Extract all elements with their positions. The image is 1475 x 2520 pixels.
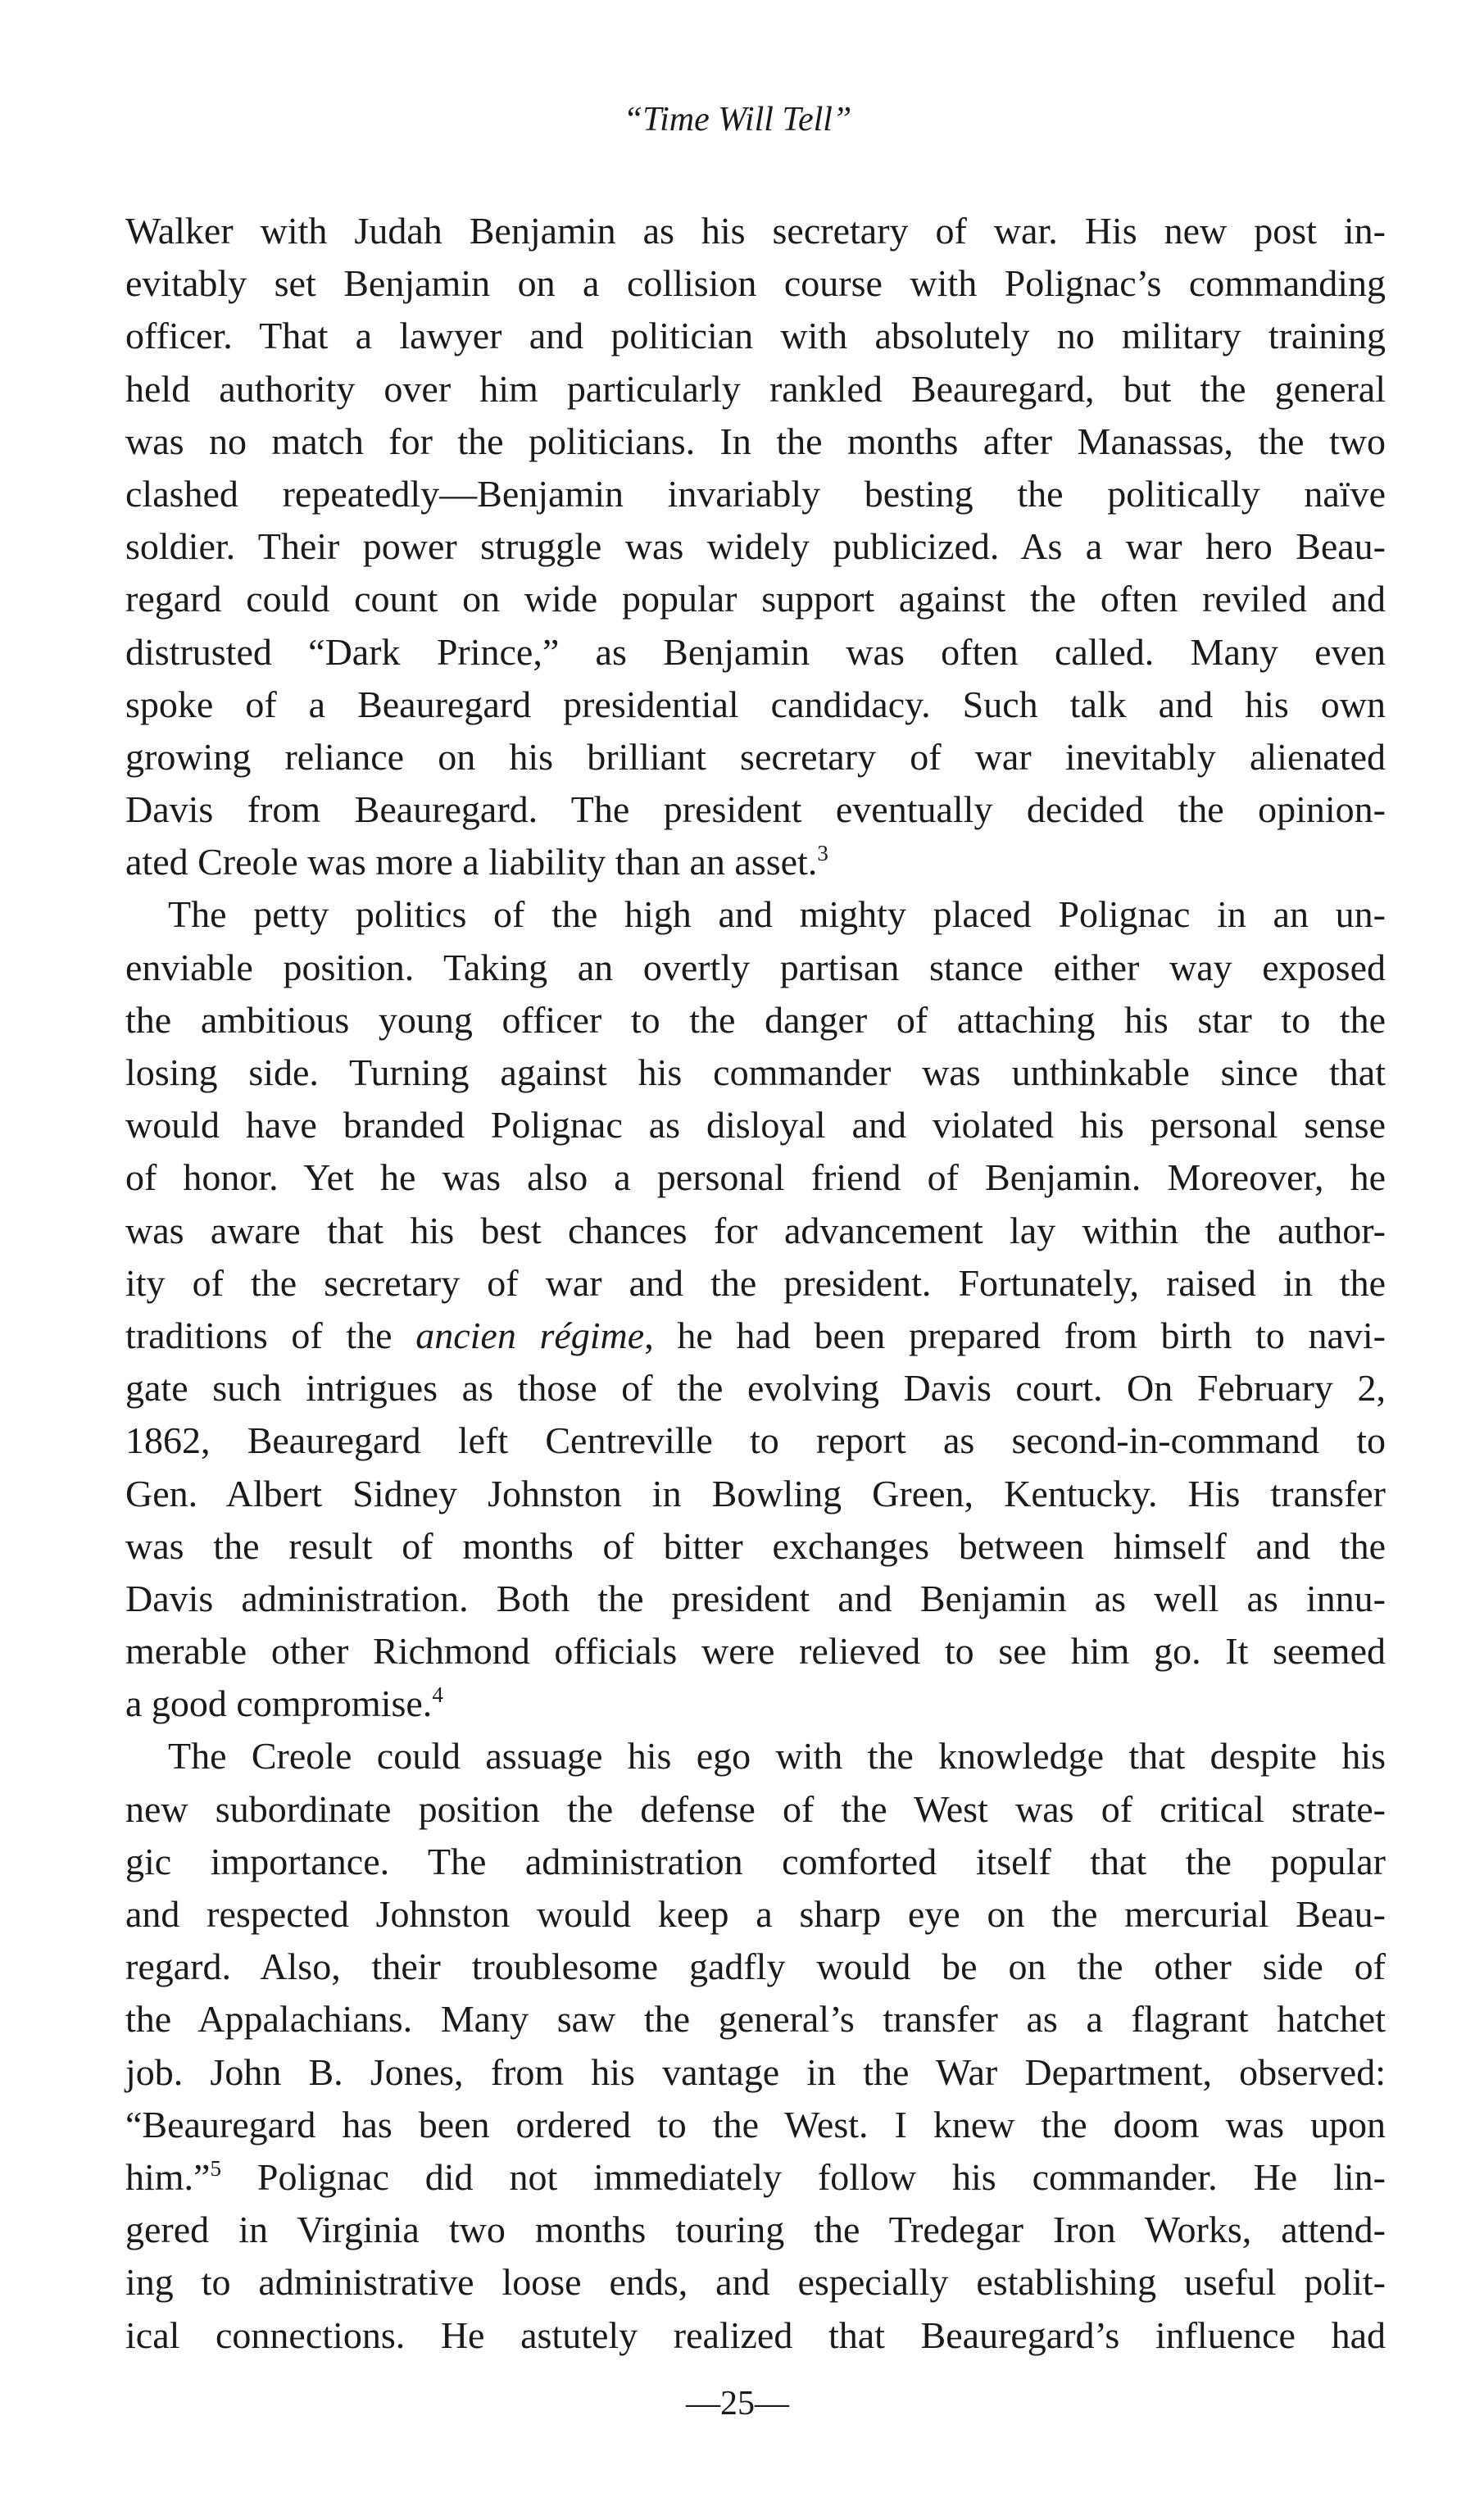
text-line	[125, 1678, 1386, 1730]
text-line	[125, 2099, 1386, 2151]
line-text: Walker with Judah Benjamin as his secretary of war. His new post in-	[125, 210, 1386, 252]
text-line	[125, 1310, 1386, 1362]
text-line	[125, 1468, 1386, 1520]
text-line	[125, 679, 1386, 731]
text-line	[125, 205, 1386, 257]
text-line	[125, 468, 1386, 520]
text-line	[125, 1941, 1386, 1993]
body-text	[125, 205, 1386, 2362]
text-line	[125, 573, 1386, 625]
page-number: —25—	[686, 2385, 789, 2422]
line-text: 1862, Beauregard left Centreville to report as second-in-command to	[125, 1419, 1386, 1462]
line-text: “Beauregard has been ordered to the West. I knew the doom was upon	[125, 2103, 1386, 2145]
line-text: was aware that his best chances for advancement lay within the author-	[125, 1209, 1386, 1251]
line-text: losing side. Turning against his commander was unthinkable since that	[125, 1051, 1386, 1093]
text-line	[125, 626, 1386, 679]
line-text: was the result of months of bitter exchanges between himself and the	[125, 1524, 1386, 1567]
line-text: soldier. Their power struggle was widely publicized. As a war hero Beau-	[125, 525, 1386, 568]
line-text: clashed repeatedly—Benjamin invariably besting the politically naïve	[125, 472, 1386, 515]
line-text: The petty politics of the high and mighty placed Polignac in an un-	[168, 893, 1386, 936]
text-line	[125, 2204, 1386, 2256]
text-line	[125, 310, 1386, 362]
line-text: Gen. Albert Sidney Johnston in Bowling Green, Kentucky. His transfer	[125, 1472, 1386, 1514]
line-text: of honor. Yet he was also a personal friend of Benjamin. Moreover, he	[125, 1156, 1386, 1199]
text-line	[125, 1730, 1386, 1782]
text-line	[125, 888, 1386, 941]
text-line	[125, 783, 1386, 836]
line-text: him.”	[125, 2155, 211, 2198]
line-text: merable other Richmond officials were relieved to see him go. It seemed	[125, 1630, 1386, 1673]
text-line	[125, 1151, 1386, 1204]
line-text: gic importance. The administration comforted itself that the popular	[125, 1840, 1386, 1882]
line-text: enviable position. Taking an overtly partisan stance either way exposed	[125, 946, 1386, 988]
running-head: “Time Will Tell”	[623, 101, 852, 138]
text-line	[125, 363, 1386, 415]
text-line	[125, 2309, 1386, 2362]
line-text-continued: Polignac did not immediately follow his commander. He lin-	[220, 2155, 1386, 2198]
line-text: gate such intrigues as those of the evolving Davis court. On February 2,	[125, 1367, 1386, 1410]
text-line	[125, 520, 1386, 573]
text-line	[125, 2151, 1386, 2204]
line-text: the ambitious young officer to the danger of attaching his star to the	[125, 998, 1386, 1041]
text-line	[125, 731, 1386, 783]
line-text: the Appalachians. Many saw the general’s transfer as a flagrant hatchet	[125, 1998, 1386, 2041]
line-text: gered in Virginia two months touring the Tredegar Iron Works, attend-	[125, 2209, 1386, 2251]
line-text: ing to administrative loose ends, and especially establishing useful polit-	[125, 2261, 1386, 2304]
line-text: Davis from Beauregard. The president eventually decided the opinion-	[125, 788, 1386, 831]
line-text: held authority over him particularly rankled Beauregard, but the general	[125, 367, 1386, 410]
text-line	[125, 1047, 1386, 1099]
text-line	[125, 1205, 1386, 1257]
line-text: job. John B. Jones, from his vantage in the War Department, observed:	[125, 2050, 1386, 2093]
line-text: ical connections. He astutely realized that Beauregard’s influence had	[125, 2313, 1386, 2356]
footnote-marker: 4	[432, 1682, 443, 1708]
line-text: and respected Johnston would keep a sharp eye on the mercurial Beau-	[125, 1893, 1386, 1935]
line-text: spoke of a Beauregard presidential candidacy. Such talk and his own	[125, 683, 1386, 725]
line-text: The Creole could assuage his ego with the knowledge that despite his	[168, 1735, 1386, 1778]
text-line	[125, 942, 1386, 994]
text-line	[125, 1573, 1386, 1625]
line-text: distrusted “Dark Prince,” as Benjamin was often called. Many even	[125, 630, 1386, 673]
text-line	[125, 1625, 1386, 1678]
text-line	[125, 1783, 1386, 1836]
line-text: a good compromise.	[125, 1682, 433, 1725]
line-text: growing reliance on his brilliant secretary of war inevitably alienated	[125, 735, 1386, 778]
text-line	[125, 1888, 1386, 1941]
text-line	[125, 836, 1386, 888]
text-line	[125, 2256, 1386, 2309]
line-text: traditions of the	[125, 1314, 416, 1356]
italic-phrase: ancien régime	[415, 1314, 645, 1356]
line-text: regard. Also, their troublesome gadfly would be on the other side of	[125, 1946, 1386, 1988]
text-line	[125, 1362, 1386, 1414]
text-line	[125, 1836, 1386, 1888]
line-text: regard could count on wide popular support against the often reviled and	[125, 578, 1386, 620]
line-text: would have branded Polignac as disloyal and violated his personal sense	[125, 1104, 1386, 1146]
footnote-marker: 3	[817, 841, 828, 866]
line-text: officer. That a lawyer and politician with absolutely no military training	[125, 315, 1386, 357]
line-text: Davis administration. Both the president and Benjamin as well as innu-	[125, 1577, 1386, 1619]
line-text: ated Creole was more a liability than an asset.	[125, 841, 818, 883]
text-line	[125, 994, 1386, 1047]
text-line	[125, 415, 1386, 468]
line-text-continued: , he had been prepared from birth to navi-	[644, 1314, 1386, 1356]
line-text: new subordinate position the defense of the West was of critical strate-	[125, 1787, 1386, 1830]
text-line	[125, 1520, 1386, 1573]
footnote-marker: 5	[210, 2155, 221, 2181]
text-line	[125, 1099, 1386, 1151]
line-text: was no match for the politicians. In the months after Manassas, the two	[125, 420, 1386, 462]
text-line	[125, 257, 1386, 310]
text-line	[125, 2046, 1386, 2099]
text-line	[125, 1993, 1386, 2046]
line-text: ity of the secretary of war and the president. Fortunately, raised in the	[125, 1261, 1386, 1304]
text-line	[125, 1414, 1386, 1467]
line-text: evitably set Benjamin on a collision course with Polignac’s commanding	[125, 262, 1386, 305]
text-line	[125, 1257, 1386, 1310]
